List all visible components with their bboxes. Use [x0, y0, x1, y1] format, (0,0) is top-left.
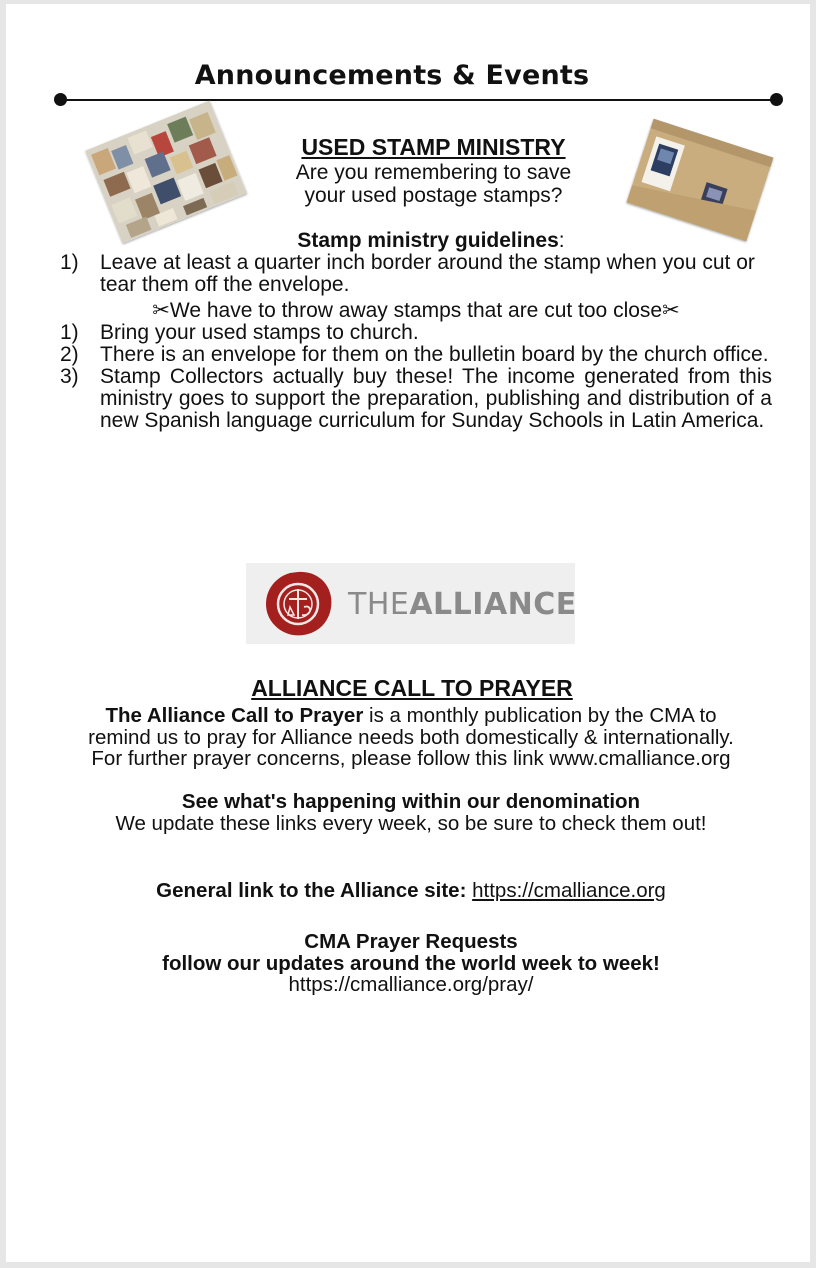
list-item-text: Leave at least a quarter inch border around the stamp when you cut or tear them off the envelope. — [100, 251, 755, 296]
logo-text-alliance: ALLIANCE — [409, 587, 577, 622]
prayer-requests-url[interactable]: https://cmalliance.org/pray/ — [288, 973, 534, 996]
rule-right-dot — [770, 93, 783, 106]
happening-heading: See what's happening within our denomination — [181, 790, 641, 813]
guideline-item-2 — [60, 322, 772, 344]
happening-block — [46, 791, 776, 834]
alliance-logo — [246, 563, 575, 644]
guideline-item-3 — [60, 344, 772, 366]
list-number: 2) — [60, 343, 79, 366]
prayer-intro — [46, 705, 776, 770]
stamp-ministry-subtitle — [206, 161, 661, 207]
stamp-ministry-title: USED STAMP MINISTRY — [301, 134, 566, 160]
prayer-intro-rest: is a monthly publication by the CMA to — [363, 704, 717, 727]
logo-text-the: THE — [348, 587, 410, 622]
guidelines-heading — [6, 229, 816, 253]
prayer-intro-bold: The Alliance Call to Prayer — [105, 704, 364, 727]
list-item-text: There is an envelope for them on the bulletin board by the church office. — [100, 343, 769, 366]
subtitle-line-1: Are you remembering to save — [295, 161, 572, 184]
cut-warning-note — [60, 298, 772, 323]
list-number: 1) — [60, 251, 79, 274]
prayer-section-title: ALLIANCE CALL TO PRAYER — [251, 675, 573, 701]
bulletin-page — [6, 4, 810, 1262]
prayer-requests-block — [46, 931, 776, 996]
list-number: 3) — [60, 365, 79, 388]
subtitle-line-2: your used postage stamps? — [304, 184, 563, 207]
list-item-text: Bring your used stamps to church. — [100, 321, 419, 344]
scissors-icon: ✂ — [662, 299, 680, 322]
guideline-list-continued — [60, 322, 772, 432]
cut-warning-text: We have to throw away stamps that are cut too close — [169, 299, 663, 322]
header-divider — [60, 99, 782, 101]
prayer-intro-line-2: remind us to pray for Alliance needs both domestically & internationally. — [88, 725, 734, 749]
prayer-intro-line-1 — [46, 705, 776, 727]
scissors-icon: ✂ — [152, 299, 170, 322]
list-number: 1) — [60, 321, 79, 344]
guidelines-heading-text: Stamp ministry guidelines — [297, 229, 559, 252]
guidelines-colon: : — [558, 229, 565, 252]
alliance-seal-icon — [262, 569, 334, 639]
page-title: Announcements & Events — [194, 60, 590, 91]
prayer-requests-subtitle: follow our updates around the world week to week! — [162, 951, 660, 975]
general-link-url[interactable]: https://cmalliance.org — [472, 879, 666, 902]
guideline-item-1 — [60, 252, 772, 296]
happening-text: We update these links every week, so be sure to check them out! — [115, 811, 707, 835]
list-item-text: Stamp Collectors actually buy these! The income generated from this ministry goes to support the preparation, publishing and distribution of a new Spanish language curriculum for Sunday Schools in Latin America. — [100, 365, 772, 432]
prayer-intro-line-3: For further prayer concerns, please follow this link www.cmalliance.org — [91, 747, 731, 770]
alliance-logo-text — [348, 587, 577, 622]
prayer-requests-title: CMA Prayer Requests — [304, 930, 518, 953]
general-link-line — [46, 880, 776, 902]
general-link-label: General link to the Alliance site: — [156, 879, 473, 902]
guideline-item-4 — [60, 366, 772, 432]
